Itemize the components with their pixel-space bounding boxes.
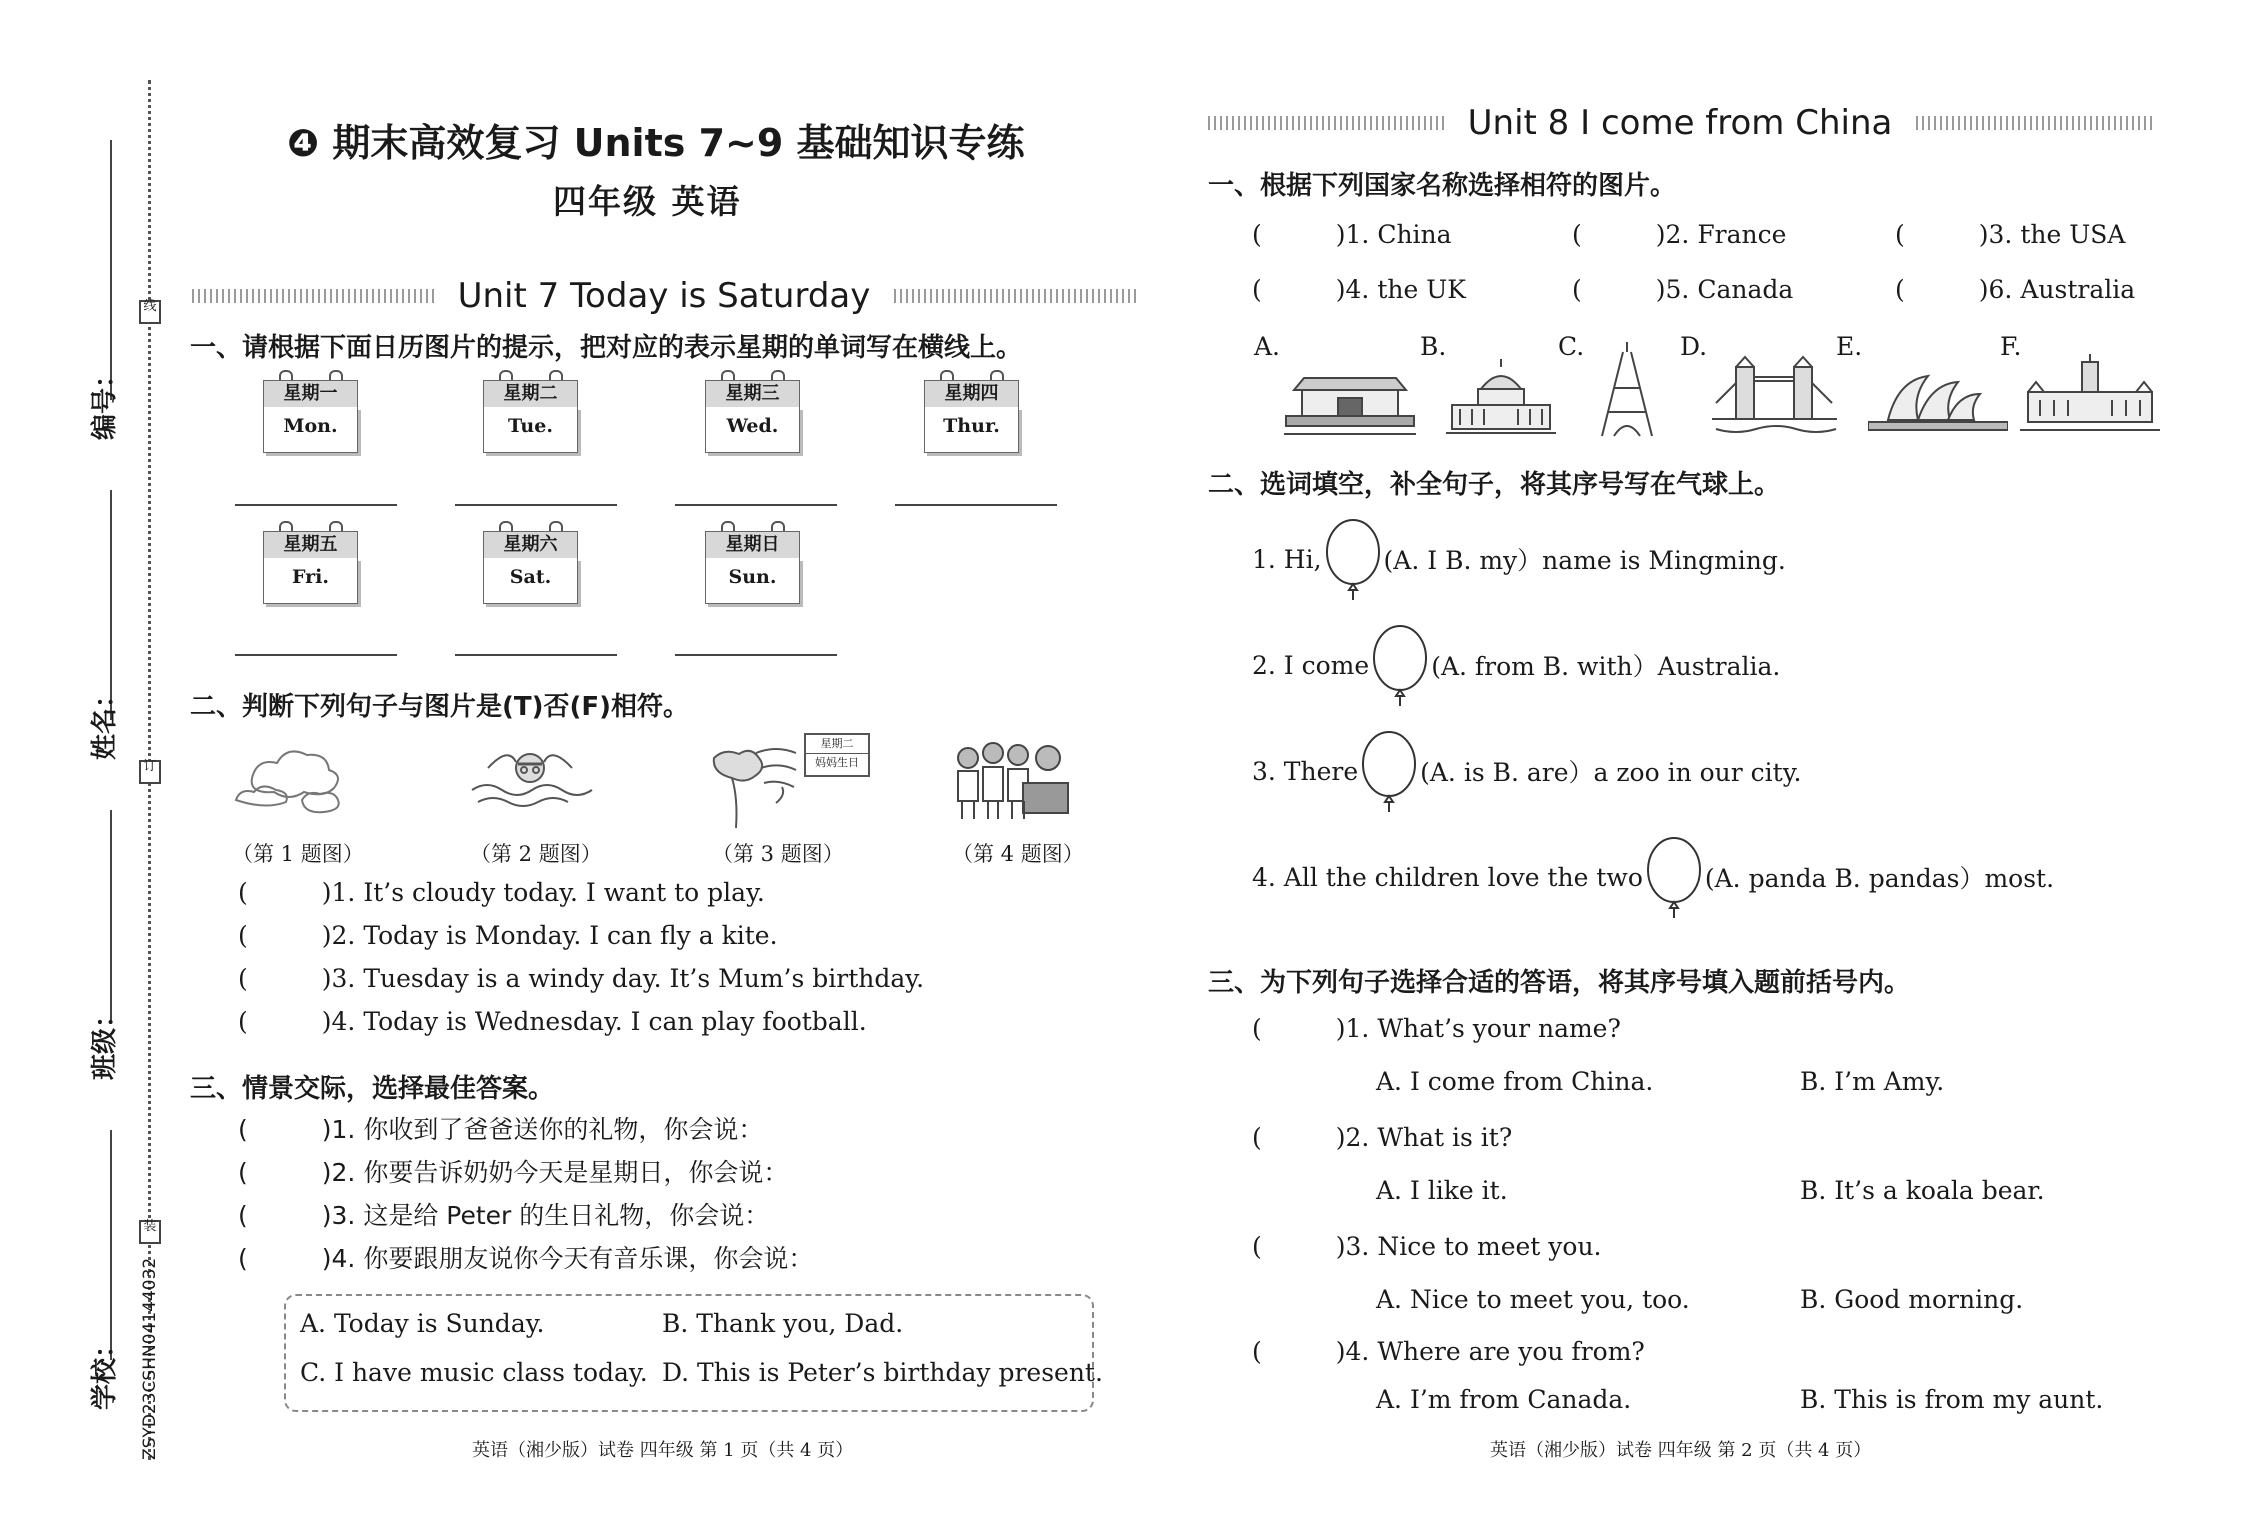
p2-s3-q3: ( )3. Nice to meet you.	[1252, 1232, 1602, 1261]
page1-footer: 英语（湘少版）试卷 四年级 第 1 页（共 4 页）	[472, 1440, 854, 1461]
option-a: A. Today is Sunday.	[300, 1309, 545, 1338]
birthday-calendar-note	[804, 733, 870, 777]
caption-pic3: （第 3 题图）	[712, 842, 844, 866]
item-text: 3. the USA	[1988, 220, 2126, 249]
p2-s3-q1: ( )1. What’s your name?	[1252, 1014, 1621, 1043]
item-text: 4. Today is Wednesday. I can play football.	[331, 1007, 867, 1036]
calendar-wednesday	[705, 370, 800, 456]
item-text: 3. 这是给 Peter 的生日礼物，你会说：	[331, 1201, 770, 1230]
p2-s3-q2-a: A. I like it.	[1376, 1176, 1508, 1205]
item-text-pre: 2. I come	[1252, 650, 1370, 680]
item-text: 6. Australia	[1988, 275, 2136, 304]
answer-line[interactable]	[895, 504, 1057, 506]
question-text: 2. What is it?	[1345, 1123, 1513, 1152]
p2-s3-q3-a: A. Nice to meet you, too.	[1376, 1285, 1690, 1314]
picture-letter-a: A.	[1254, 332, 1281, 361]
p2-s3-q3-b: B. Good morning.	[1800, 1285, 2024, 1314]
p2-s1-item3: ( )3. the USA	[1895, 220, 2126, 249]
p2-s1-item6: ( )6. Australia	[1895, 275, 2136, 304]
children-playing-illustration	[948, 733, 1078, 828]
picture-letter-c: C.	[1558, 332, 1585, 361]
p2-s2-item1	[1252, 518, 1786, 600]
eiffel-tower-icon	[1592, 340, 1662, 440]
item-text: 1. China	[1345, 220, 1452, 249]
p2-s1-item5: ( )5. Canada	[1572, 275, 1794, 304]
binding-label-name: 姓名：	[90, 681, 120, 760]
item-text-post: (A. I B. my）name is Mingming.	[1383, 546, 1786, 575]
binding-label-school: 学校：	[90, 1331, 120, 1410]
calendar-thursday	[924, 370, 1019, 456]
answer-line[interactable]	[235, 654, 397, 656]
page1-title: ❹ 期末高效复习 Units 7~9 基础知识专练	[287, 121, 1025, 165]
caption-pic2: （第 2 题图）	[470, 842, 602, 866]
binding-mark-pack: 装	[139, 1220, 161, 1244]
caption-pic1: （第 1 题图）	[232, 842, 364, 866]
unit8-title: Unit 8 I come from China	[1467, 103, 1893, 143]
item-text: 4. the UK	[1345, 275, 1466, 304]
cloudy-sky-illustration	[232, 738, 352, 818]
swimming-boy-illustration	[468, 738, 598, 818]
p1-s3-item3: ( )3. 这是给 Peter 的生日礼物，你会说：	[238, 1201, 770, 1230]
p1-s3-item2: ( )2. 你要告诉奶奶今天是星期日，你会说：	[238, 1158, 789, 1187]
calendar-cn: 星期二	[483, 380, 578, 408]
p2-s1-item1: ( )1. China	[1252, 220, 1452, 249]
p1-s2-item3: ( )3. Tuesday is a windy day. It’s Mum’s birthday.	[238, 964, 925, 993]
parliament-hill-icon	[2020, 352, 2160, 442]
p1-s2-item2: ( )2. Today is Monday. I can fly a kite.	[238, 921, 778, 950]
balloon-icon[interactable]	[1369, 624, 1431, 706]
forbidden-city-icon	[1284, 360, 1416, 440]
option-c: C. I have music class today.	[300, 1358, 648, 1387]
answer-line[interactable]	[675, 504, 837, 506]
question-text: 1. What’s your name?	[1345, 1014, 1621, 1043]
picture-letter-e: E.	[1836, 332, 1863, 361]
windy-tree-illustration	[706, 733, 806, 833]
calendar-sunday	[705, 521, 800, 607]
balloon-icon[interactable]	[1358, 730, 1420, 812]
balloon-icon[interactable]	[1322, 518, 1384, 600]
hatch-left	[1208, 116, 1444, 130]
hatch-right	[1916, 116, 2152, 130]
option-b: B. Thank you, Dad.	[662, 1309, 904, 1338]
tower-bridge-icon	[1712, 345, 1837, 440]
note-event: 妈妈生日	[815, 756, 859, 769]
item-text: 2. 你要告诉奶奶今天是星期日，你会说：	[331, 1158, 789, 1187]
question-text: 3. Nice to meet you.	[1345, 1232, 1602, 1261]
calendar-en: Sat.	[483, 558, 578, 604]
item-text: 2. France	[1665, 220, 1787, 249]
picture-letter-d: D.	[1680, 332, 1708, 361]
calendar-en: Thur.	[924, 407, 1019, 453]
calendar-cn: 星期五	[263, 531, 358, 559]
hatch-left	[192, 289, 434, 303]
item-text-pre: 1. Hi,	[1252, 544, 1322, 574]
p2-s3-q4-a: A. I’m from Canada.	[1376, 1385, 1632, 1414]
unit7-header	[192, 276, 1136, 316]
paper-code: ZSYD23CSHN04144032	[140, 1257, 160, 1460]
p2-s2-item4	[1252, 836, 2054, 918]
binding-label-class: 班级：	[90, 1001, 120, 1080]
unit8-header	[1208, 103, 2152, 143]
school-write-line	[110, 1130, 112, 1360]
calendar-en: Sun.	[705, 558, 800, 604]
item-text: 1. It’s cloudy today. I want to play.	[331, 878, 765, 907]
calendar-cn: 星期一	[263, 380, 358, 408]
calendar-friday	[263, 521, 358, 607]
binding-mark-bind: 订	[139, 760, 161, 784]
calendar-cn: 星期六	[483, 531, 578, 559]
answer-line[interactable]	[455, 504, 617, 506]
answer-line[interactable]	[675, 654, 837, 656]
item-text: 1. 你收到了爸爸送你的礼物，你会说：	[331, 1115, 764, 1144]
p2-s1-item2: ( )2. France	[1572, 220, 1787, 249]
note-day: 星期二	[806, 735, 868, 754]
p1-s3-item1: ( )1. 你收到了爸爸送你的礼物，你会说：	[238, 1115, 764, 1144]
question-text: 4. Where are you from?	[1345, 1337, 1645, 1366]
p1-section1-heading: 一、请根据下面日历图片的提示，把对应的表示星期的单词写在横线上。	[190, 333, 1023, 363]
page1-subtitle: 四年级 英语	[553, 182, 742, 221]
p1-section3-heading: 三、情景交际，选择最佳答案。	[190, 1074, 555, 1104]
option-d: D. This is Peter’s birthday present.	[662, 1358, 1103, 1387]
p2-s1-item4: ( )4. the UK	[1252, 275, 1466, 304]
item-text: 2. Today is Monday. I can fly a kite.	[331, 921, 778, 950]
picture-letter-f: F.	[2000, 332, 2022, 361]
item-text-post: (A. is B. are）a zoo in our city.	[1420, 758, 1802, 787]
binding-label-number: 编号：	[90, 361, 120, 440]
unit7-title: Unit 7 Today is Saturday	[457, 276, 871, 316]
calendar-tuesday	[483, 370, 578, 456]
p2-section2-heading: 二、选词填空，补全句子，将其序号写在气球上。	[1208, 470, 1781, 500]
item-text-post: (A. panda B. pandas）most.	[1704, 864, 2055, 893]
sydney-opera-house-icon	[1868, 370, 2008, 440]
p1-section2-heading: 二、判断下列句子与图片是(T)否(F)相符。	[190, 692, 690, 722]
p2-s3-q4-b: B. This is from my aunt.	[1800, 1385, 2104, 1414]
item-text-pre: 3. There	[1252, 756, 1359, 786]
capitol-building-icon	[1446, 355, 1556, 440]
p2-s3-q2: ( )2. What is it?	[1252, 1123, 1513, 1152]
answer-line[interactable]	[235, 504, 397, 506]
calendar-en: Fri.	[263, 558, 358, 604]
calendar-cn: 星期四	[924, 380, 1019, 408]
p2-section3-heading: 三、为下列句子选择合适的答语，将其序号填入题前括号内。	[1208, 968, 1911, 998]
calendar-monday	[263, 370, 358, 456]
p2-s3-q4: ( )4. Where are you from?	[1252, 1337, 1645, 1366]
picture-letter-b: B.	[1420, 332, 1447, 361]
item-text-pre: 4. All the children love the two	[1252, 862, 1643, 892]
answer-line[interactable]	[455, 654, 617, 656]
caption-pic4: （第 4 题图）	[952, 842, 1084, 866]
p2-section1-heading: 一、根据下列国家名称选择相符的图片。	[1208, 171, 1677, 201]
calendar-en: Mon.	[263, 407, 358, 453]
calendar-cn: 星期日	[705, 531, 800, 559]
p2-s3-q1-b: B. I’m Amy.	[1800, 1067, 1945, 1096]
calendar-en: Wed.	[705, 407, 800, 453]
balloon-icon[interactable]	[1643, 836, 1705, 918]
hatch-right	[894, 289, 1136, 303]
item-text: 3. Tuesday is a windy day. It’s Mum’s birthday.	[331, 964, 925, 993]
p2-s3-q2-b: B. It’s a koala bear.	[1800, 1176, 2045, 1205]
p1-s2-item1: ( )1. It’s cloudy today. I want to play.	[238, 878, 765, 907]
calendar-en: Tue.	[483, 407, 578, 453]
page2-footer: 英语（湘少版）试卷 四年级 第 2 页（共 4 页）	[1490, 1440, 1872, 1461]
calendar-saturday	[483, 521, 578, 607]
item-text: 5. Canada	[1665, 275, 1794, 304]
p1-s3-item4: ( )4. 你要跟朋友说你今天有音乐课，你会说：	[238, 1244, 814, 1273]
calendar-cn: 星期三	[705, 380, 800, 408]
class-write-line	[110, 810, 112, 1020]
p2-s3-q1-a: A. I come from China.	[1376, 1067, 1654, 1096]
p1-s2-item4: ( )4. Today is Wednesday. I can play football.	[238, 1007, 867, 1036]
p2-s2-item3	[1252, 730, 1801, 812]
p2-s2-item2	[1252, 624, 1780, 706]
item-text: 4. 你要跟朋友说你今天有音乐课，你会说：	[331, 1244, 814, 1273]
item-text-post: (A. from B. with）Australia.	[1431, 652, 1781, 681]
binding-mark-line: 线	[139, 300, 161, 324]
